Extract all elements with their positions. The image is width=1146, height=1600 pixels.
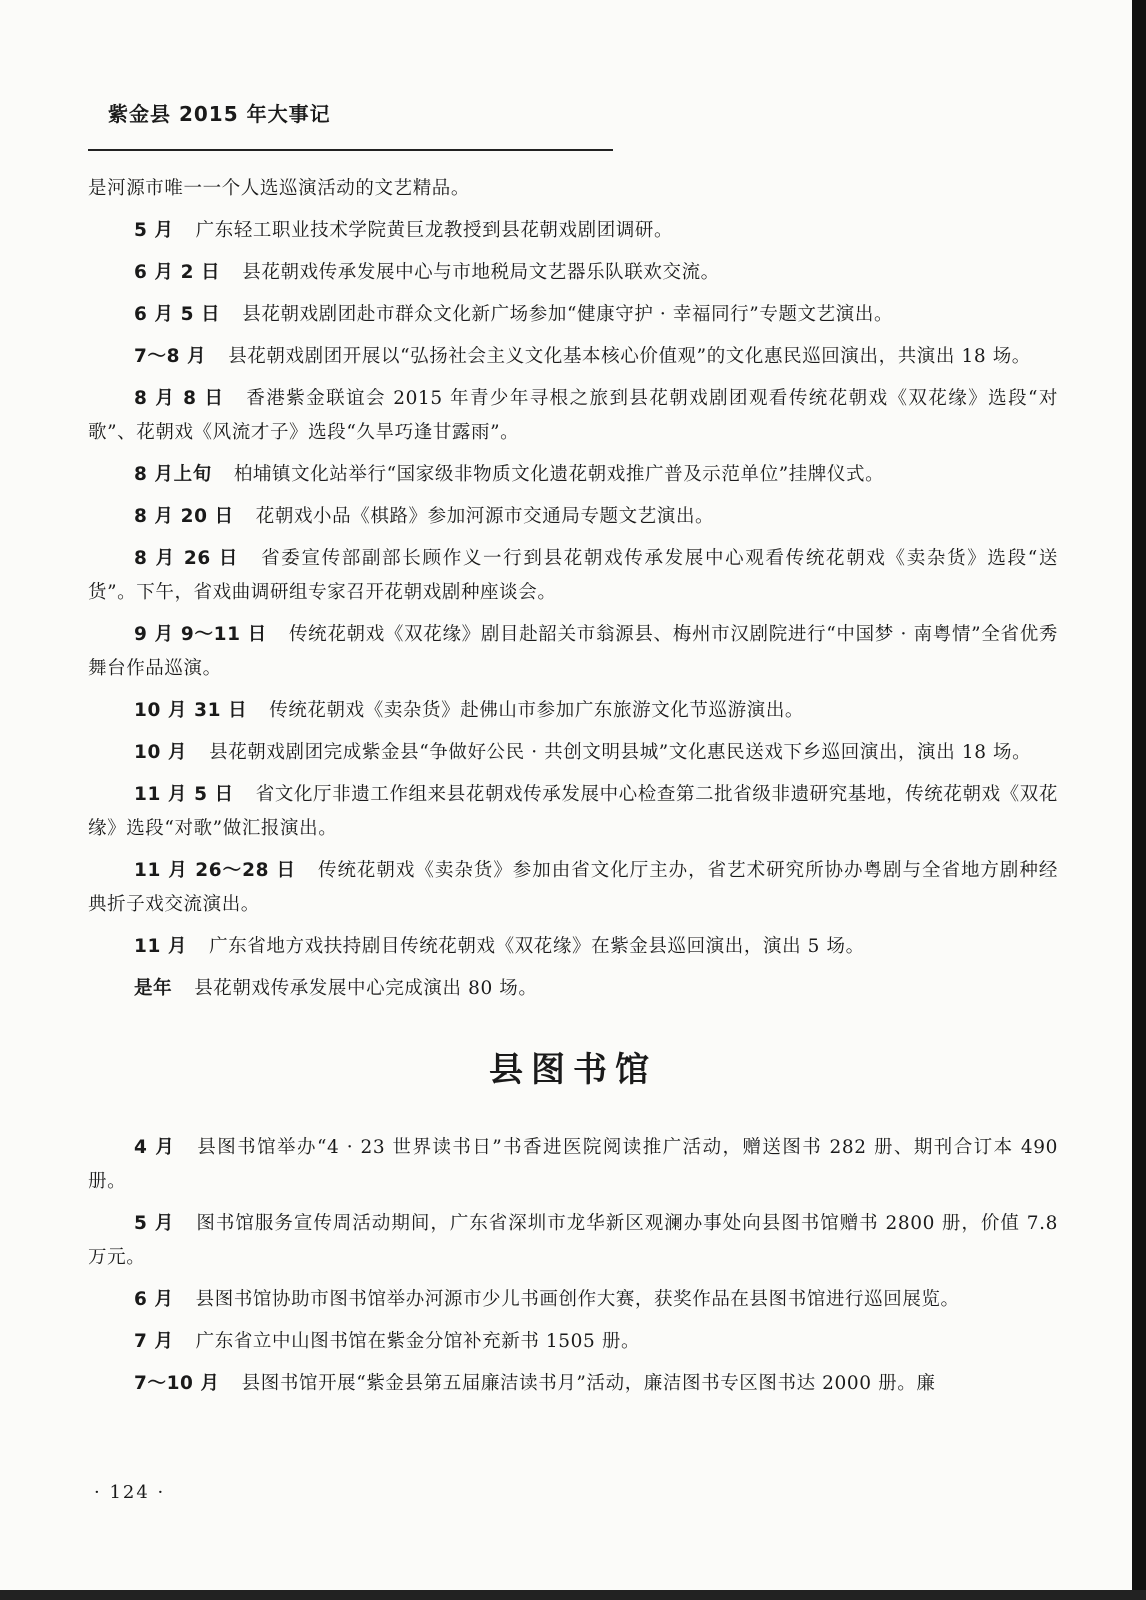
page (88, 0, 1058, 1600)
event-text: 省文化厅非遗工作组来县花朝戏传承发展中心检查第二批省级非遗研究基地，传统花朝戏《双花缘》选段“对歌”做汇报演出。 (88, 784, 1058, 839)
event-entry (88, 1283, 1058, 1317)
header-rule (88, 149, 613, 151)
event-entry (88, 854, 1058, 922)
event-date: 11 月 5 日 (134, 784, 234, 805)
event-text: 县花朝戏传承发展中心完成演出 80 场。 (194, 978, 538, 999)
scan-edge (1132, 0, 1146, 1600)
event-entry (88, 500, 1058, 534)
event-entry (88, 256, 1058, 290)
event-date: 8 月 8 日 (134, 388, 225, 409)
event-text: 图书馆服务宣传周活动期间，广东省深圳市龙华新区观澜办事处向县图书馆赠书 2800 册，价值 7.8 万元。 (88, 1213, 1058, 1268)
event-text: 花朝戏小品《棋路》参加河源市交通局专题文艺演出。 (255, 506, 715, 527)
event-date: 7 月 (134, 1331, 174, 1352)
event-entry (88, 214, 1058, 248)
event-entry (88, 1131, 1058, 1199)
page-number: · 124 · (94, 1482, 166, 1503)
event-text: 县图书馆举办“4 · 23 世界读书日”书香进医院阅读推广活动，赠送图书 282 册、期刊合订本 490 册。 (88, 1137, 1058, 1192)
event-entry (88, 694, 1058, 728)
event-date: 是年 (134, 978, 173, 999)
event-date: 8 月上旬 (134, 464, 212, 485)
event-entry (88, 618, 1058, 686)
event-entry (88, 930, 1058, 964)
event-date: 4 月 (134, 1137, 176, 1158)
event-text: 县图书馆协助市图书馆举办河源市少儿书画创作大赛，获奖作品在县图书馆进行巡回展览。 (195, 1289, 960, 1310)
event-date: 5 月 (134, 1213, 175, 1234)
event-text: 柏埔镇文化站举行“国家级非物质文化遗花朝戏推广普及示范单位”挂牌仪式。 (233, 464, 885, 485)
event-date: 10 月 (134, 742, 188, 763)
event-date: 5 月 (134, 220, 174, 241)
event-entry (88, 778, 1058, 846)
event-text: 县花朝戏剧团开展以“弘扬社会主义文化基本核心价值观”的文化惠民巡回演出，共演出 18 场。 (228, 346, 1031, 367)
event-text: 香港紫金联谊会 2015 年青少年寻根之旅到县花朝戏剧团观看传统花朝戏《双花缘》选段“对歌”、花朝戏《风流才子》选段“久旱巧逢甘露雨”。 (88, 388, 1058, 443)
event-date: 9 月 9～11 日 (134, 624, 267, 645)
event-entry (88, 542, 1058, 610)
event-entry (88, 340, 1058, 374)
event-entry (88, 1207, 1058, 1275)
section-title: 县图书馆 (489, 1050, 657, 1090)
running-header: 紫金县 2015 年大事记 (108, 102, 331, 126)
event-text: 广东轻工职业技术学院黄巨龙教授到县花朝戏剧团调研。 (195, 220, 674, 241)
event-entry (88, 382, 1058, 450)
event-date: 7～10 月 (134, 1373, 220, 1394)
event-date: 8 月 20 日 (134, 506, 234, 527)
event-text: 传统花朝戏《双花缘》剧目赴韶关市翁源县、梅州市汉剧院进行“中国梦 · 南粤情”全省优秀舞台作品巡演。 (88, 624, 1058, 679)
event-text: 县花朝戏剧团赴市群众文化新广场参加“健康守护 · 幸福同行”专题文艺演出。 (242, 304, 894, 325)
event-date: 6 月 5 日 (134, 304, 221, 325)
event-text: 广东省地方戏扶持剧目传统花朝戏《双花缘》在紫金县巡回演出，演出 5 场。 (209, 936, 865, 957)
event-date: 6 月 2 日 (134, 262, 221, 283)
event-entry (88, 972, 1058, 1006)
event-entry (88, 298, 1058, 332)
event-date: 6 月 (134, 1289, 174, 1310)
event-date: 8 月 26 日 (134, 548, 240, 569)
event-text: 县花朝戏传承发展中心与市地税局文艺器乐队联欢交流。 (242, 262, 720, 283)
event-text: 传统花朝戏《卖杂货》参加由省文化厅主办，省艺术研究所协办粤剧与全省地方剧种经典折子戏交流演出。 (88, 860, 1058, 915)
event-date: 10 月 31 日 (134, 700, 248, 721)
event-date: 11 月 (134, 936, 188, 957)
event-entry (88, 1367, 1058, 1401)
event-entry (88, 458, 1058, 492)
event-text: 县图书馆开展“紫金县第五届廉洁读书月”活动，廉洁图书专区图书达 2000 册。廉 (241, 1373, 936, 1394)
event-text: 省委宣传部副部长顾作义一行到县花朝戏传承发展中心观看传统花朝戏《卖杂货》选段“送货”。下午，省戏曲调研组专家召开花朝戏剧种座谈会。 (88, 548, 1058, 603)
event-text: 县花朝戏剧团完成紫金县“争做好公民 · 共创文明县城”文化惠民送戏下乡巡回演出，演出 18 场。 (209, 742, 1032, 763)
event-text: 是河源市唯一一个人选巡演活动的文艺精品。 (88, 178, 471, 199)
event-date: 11 月 26～28 日 (134, 860, 296, 881)
event-text: 传统花朝戏《卖杂货》赴佛山市参加广东旅游文化节巡游演出。 (269, 700, 805, 721)
event-date: 7～8 月 (134, 346, 207, 367)
event-entry (88, 736, 1058, 770)
event-text: 广东省立中山图书馆在紫金分馆补充新书 1505 册。 (195, 1331, 641, 1352)
content (88, 172, 1058, 1409)
event-entry (88, 172, 1058, 206)
events-list-opera (88, 172, 1058, 1006)
event-entry (88, 1325, 1058, 1359)
events-list-library (88, 1131, 1058, 1401)
